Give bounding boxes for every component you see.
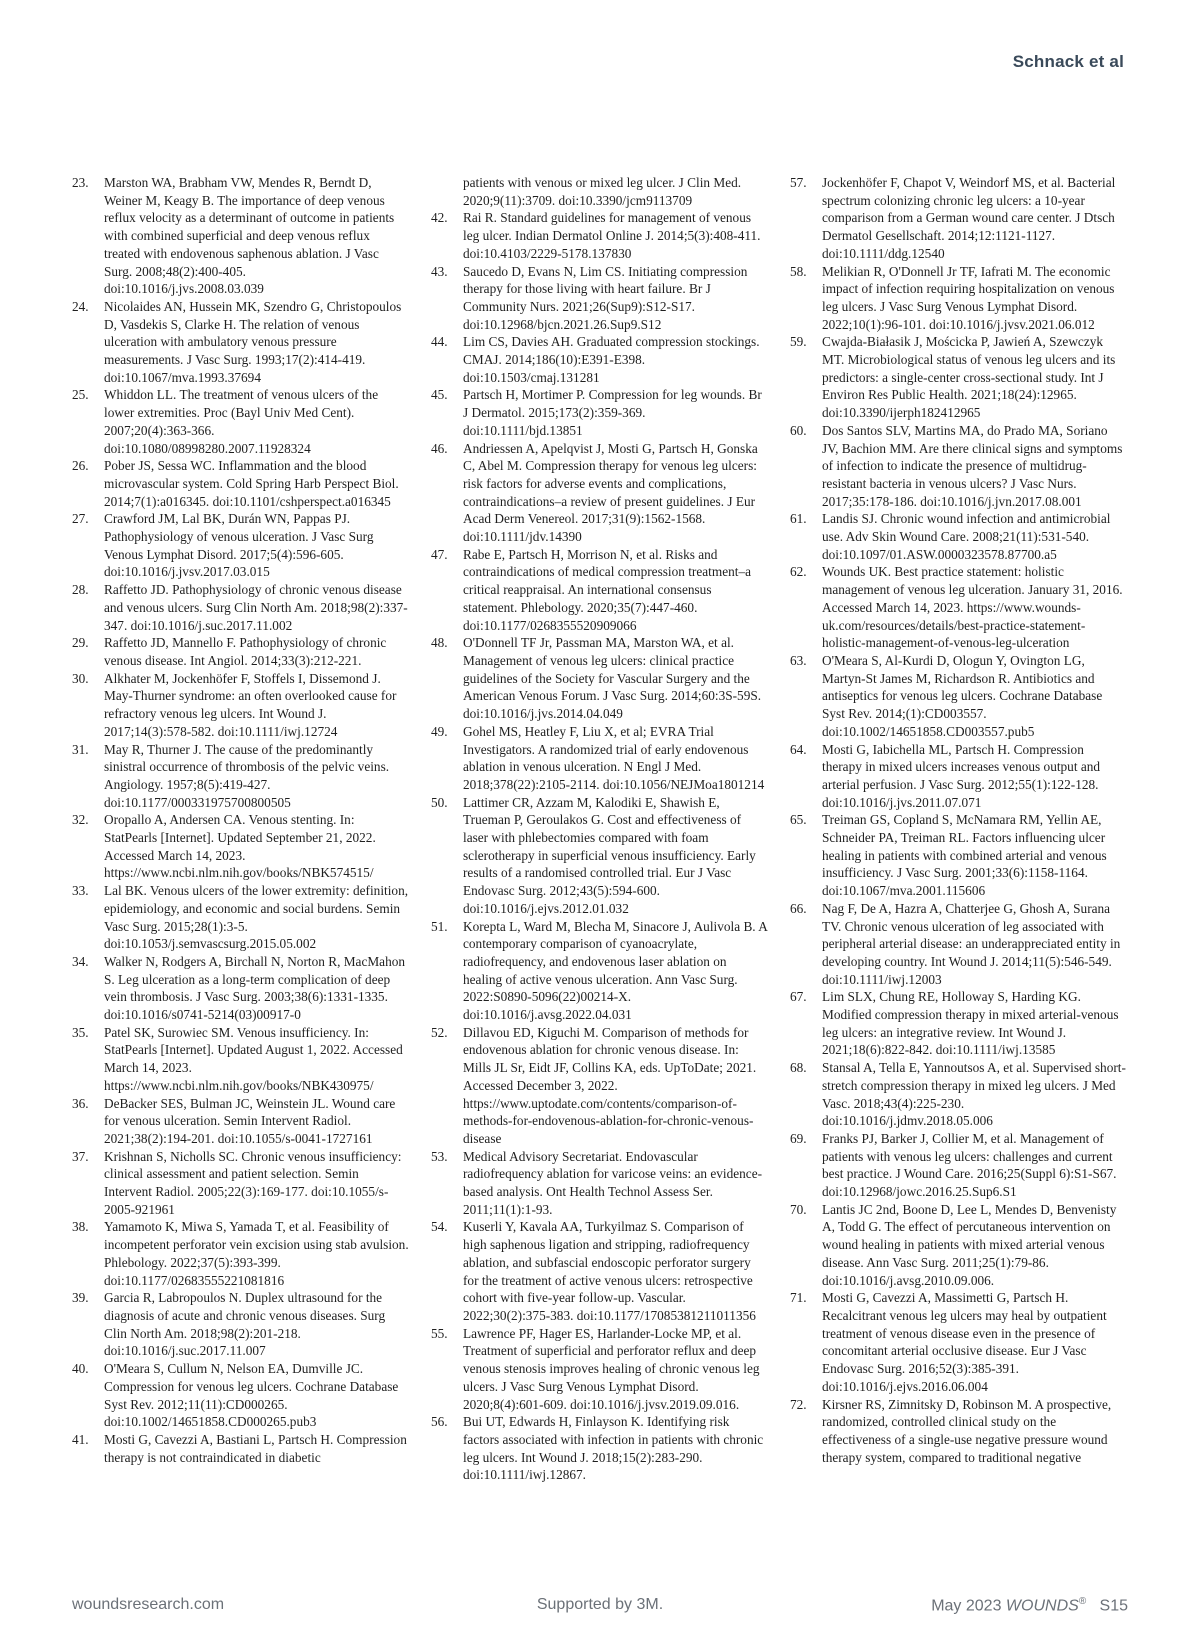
reference-text: Lattimer CR, Azzam M, Kalodiki E, Shawish E, Trueman P, Geroulakos G. Cost and effectiveness of laser with phlebectomies compared with foam sclerotherapy in superficial venous insufficiency. Early results of a randomised controlled trial. Eur J Vasc Endovasc Surg. 2012;43(5):594-600. doi:10.1016/j.ejvs.2012.01.032: [463, 794, 756, 916]
reference-number: 26.: [72, 458, 89, 474]
reference-number: [431, 174, 463, 209]
reference-entry: [431, 1325, 768, 1414]
reference-number: 50.: [431, 794, 448, 810]
reference-number: 60.: [790, 422, 807, 438]
reference-text: Whiddon LL. The treatment of venous ulcers of the lower extremities. Proc (Bayl Univ Med Cent). 2007;20(4):363-366. doi:10.1080/08998280.2007.11928324: [104, 387, 379, 456]
reference-number: 64.: [790, 741, 807, 757]
footer-page-number: S15: [1099, 1597, 1128, 1615]
reference-entry: [431, 1148, 768, 1219]
reference-entry: [431, 794, 768, 918]
reference-text: Lal BK. Venous ulcers of the lower extremity: definition, epidemiology, and economic and social burdens. Semin Vasc Surg. 2015;28(1):3-5. doi:10.1053/j.semvascsurg.2015.05.002: [104, 883, 409, 952]
reference-text: Gohel MS, Heatley F, Liu X, et al; EVRA Trial Investigators. A randomized trial of early endovenous ablation in venous ulceration. N Engl J Med. 2018;378(22):2105-2114. doi:10.1056/NEJMoa1801214: [463, 723, 765, 792]
footer-support-note: Supported by 3M.: [536, 1596, 664, 1613]
reference-text: patients with venous or mixed leg ulcer. J Clin Med. 2020;9(11):3709. doi:10.3390/jcm9113709: [463, 175, 742, 208]
reference-text: Oropallo A, Andersen CA. Venous stenting. In: StatPearls [Internet]. Updated September 21, 2022. Accessed March 14, 2023. https://www.ncbi.nlm.nih.gov/books/NBK574515/: [104, 812, 376, 881]
reference-entry: [431, 174, 768, 209]
reference-entry: [72, 670, 409, 741]
reference-text: Rabe E, Partsch H, Morrison N, et al. Risks and contraindications of medical compression treatment–a critical reappraisal. An international consensus statement. Phlebology. 2020;35(7):447-460. doi:10.1177/0268355520909066: [463, 546, 751, 633]
reference-number: 28.: [72, 582, 89, 598]
reference-entry: [72, 174, 409, 298]
reference-entry: [72, 386, 409, 457]
reference-number: 33.: [72, 883, 89, 899]
reference-text: Landis SJ. Chronic wound infection and antimicrobial use. Adv Skin Wound Care. 2008;21(11):531-540. doi:10.1097/01.ASW.0000323578.87700.a5: [822, 511, 1111, 562]
reference-entry: [72, 882, 409, 953]
reference-entry: [790, 510, 1127, 563]
reference-number: 56.: [431, 1414, 448, 1430]
reference-column-3: [790, 174, 1127, 1484]
reference-number: 34.: [72, 953, 89, 969]
reference-entry: [72, 581, 409, 634]
reference-entry: [431, 546, 768, 635]
reference-entry: [72, 811, 409, 882]
reference-entry: [431, 1413, 768, 1484]
reference-number: 42.: [431, 210, 448, 226]
reference-entry: [72, 741, 409, 812]
reference-entry: [790, 811, 1127, 900]
reference-number: 65.: [790, 812, 807, 828]
reference-text: Saucedo D, Evans N, Lim CS. Initiating compression therapy for those living with heart failure. Br J Community Nurs. 2021;26(Sup9):S12-S17. doi:10.12968/bjcn.2021.26.Sup9.S12: [463, 263, 748, 332]
reference-text: Cwajda-Białasik J, Mościcka P, Jawień A, Szewczyk MT. Microbiological status of venous leg ulcers and its predictors: a single-center cross-sectional study. Int J Environ Res Public Health. 2021;18(24):12965. doi:10.3390/ijerph182412965: [822, 334, 1116, 421]
reference-text: Bui UT, Edwards H, Finlayson K. Identifying risk factors associated with infection in patients with chronic leg ulcers. Int Wound J. 2018;15(2):283-290. doi:10.1111/iwj.12867.: [463, 1414, 764, 1483]
reference-entry: [72, 1289, 409, 1360]
reference-number: 23.: [72, 175, 89, 190]
reference-text: May R, Thurner J. The cause of the predominantly sinistral occurrence of thrombosis of the pelvic veins. Angiology. 1957;8(5):419-427. doi:10.1177/000331975700800505: [104, 741, 390, 810]
reference-entry: [790, 900, 1127, 989]
reference-number: 59.: [790, 334, 807, 350]
reference-number: 30.: [72, 670, 89, 686]
reference-entry: [72, 953, 409, 1024]
reference-number: 53.: [431, 1148, 448, 1164]
reference-number: 32.: [72, 812, 89, 828]
reference-text: DeBacker SES, Bulman JC, Weinstein JL. Wound care for venous ulceration. Semin Intervent Radiol. 2021;38(2):194-201. doi:10.1055/s-0041-1727161: [104, 1095, 396, 1146]
reference-entry: [790, 652, 1127, 741]
reference-number: 49.: [431, 723, 448, 739]
reference-text: Andriessen A, Apelqvist J, Mosti G, Partsch H, Gonska C, Abel M. Compression therapy for venous leg ulcers: risk factors for adverse events and complications, contraindications–a review of present guidelines. J Eur Acad Derm Venereol. 2017;31(9):1562-1568. doi:10.1111/jdv.14390: [463, 440, 758, 545]
reference-entry: [72, 510, 409, 581]
reference-entry: [790, 988, 1127, 1059]
reference-entry: [431, 634, 768, 723]
reference-entry: [790, 174, 1127, 263]
reference-text: Yamamoto K, Miwa S, Yamada T, et al. Feasibility of incompetent perforator vein excision using stab avulsion. Phlebology. 2022;37(5):393-399. doi:10.1177/02683555221081816: [104, 1219, 409, 1288]
footer-registered-mark: ®: [1078, 1596, 1087, 1607]
reference-entry: [72, 1148, 409, 1219]
reference-text: Walker N, Rodgers A, Birchall N, Norton R, MacMahon S. Leg ulceration as a long-term complication of deep vein thrombosis. J Vasc Surg. 2003;38(6):1331-1335. doi:10.1016/s0741-5214(03)00917-0: [104, 953, 406, 1023]
reference-number: 27.: [72, 511, 89, 527]
reference-number: 29.: [72, 635, 89, 651]
reference-text: Korepta L, Ward M, Blecha M, Sinacore J, Aulivola B. A contemporary comparison of cyanoacrylate, radiofrequency, and endovenous laser ablation on healing of active venous ulceration. Ann Vasc Surg. 2022:S0890-5096(22)00214-X. doi:10.1016/j.avsg.2022.04.031: [463, 918, 768, 1023]
page-footer: [72, 1596, 1128, 1620]
reference-entry: [790, 741, 1127, 812]
reference-text: Marston WA, Brabham VW, Mendes R, Berndt D, Weiner M, Keagy B. The importance of deep venous reflux velocity as a determinant of outcome in patients with combined superficial and deep venous reflux treated with endovenous saphenous ablation. J Vasc Surg. 2008;48(2):400-405. doi:10.1016/j.jvs.2008.03.039: [104, 175, 395, 297]
reference-entry: [431, 1218, 768, 1324]
reference-number: 45.: [431, 387, 448, 403]
reference-entry: [431, 333, 768, 386]
reference-number: 37.: [72, 1148, 89, 1164]
reference-text: Kirsner RS, Zimnitsky D, Robinson M. A prospective, randomized, controlled clinical study on the effectiveness of a single-use negative pressure wound therapy system, compared to traditional negative: [822, 1396, 1112, 1465]
reference-entry: [790, 333, 1127, 422]
reference-number: 70.: [790, 1201, 807, 1217]
reference-number: 41.: [72, 1431, 89, 1447]
reference-number: 51.: [431, 918, 448, 934]
reference-entry: [790, 563, 1127, 652]
reference-text: Crawford JM, Lal BK, Durán WN, Pappas PJ. Pathophysiology of venous ulceration. J Vasc Surg Venous Lymphat Disord. 2017;5(4):596-605. doi:10.1016/j.jvsv.2017.03.015: [104, 511, 374, 580]
reference-text: Medical Advisory Secretariat. Endovascular radiofrequency ablation for varicose veins: an evidence-based analysis. Ont Health Technol Assess Ser. 2011;11(1):1-93.: [463, 1148, 763, 1217]
reference-entry: [431, 209, 768, 262]
reference-text: Raffetto JD. Pathophysiology of chronic venous disease and venous ulcers. Surg Clin North Am. 2018;98(2):337-347. doi:10.1016/j.suc.2017.11.002: [104, 582, 408, 633]
reference-entry: [431, 263, 768, 334]
reference-text: Lantis JC 2nd, Boone D, Lee L, Mendes D, Benvenisty A, Todd G. The effect of percutaneous intervention on wound healing in patients with mixed arterial venous disease. Ann Vasc Surg. 2011;25(1):79-86. doi:10.1016/j.avsg.2010.09.006.: [822, 1201, 1117, 1288]
reference-entry: [72, 457, 409, 510]
reference-number: 69.: [790, 1130, 807, 1146]
reference-text: Stansal A, Tella E, Yannoutsos A, et al. Supervised short-stretch compression therapy in mixed leg ulcers. J Med Vasc. 2018;43(4):225-230. doi:10.1016/j.jdmv.2018.05.006: [822, 1060, 1126, 1129]
reference-number: 36.: [72, 1095, 89, 1111]
reference-text: Melikian R, O'Donnell Jr TF, Iafrati M. The economic impact of infection requiring hospitalization on venous leg ulcers. J Vasc Surg Venous Lymphat Disord. 2022;10(1):96-101. doi:10.1016/j.jvsv.2021.06.012: [822, 263, 1115, 332]
reference-text: Pober JS, Sessa WC. Inflammation and the blood microvascular system. Cold Spring Harb Perspect Biol. 2014;7(1):a016345. doi:10.1101/cshperspect.a016345: [104, 458, 399, 509]
reference-number: 72.: [790, 1396, 807, 1412]
reference-text: Mosti G, Iabichella ML, Partsch H. Compression therapy in mixed ulcers increases venous output and arterial perfusion. J Vasc Surg. 2012;55(1):122-128. doi:10.1016/j.jvs.2011.07.071: [822, 741, 1101, 810]
reference-number: 44.: [431, 334, 448, 350]
reference-entry: [72, 1218, 409, 1289]
reference-number: 25.: [72, 387, 89, 403]
reference-text: O'Donnell TF Jr, Passman MA, Marston WA, et al. Management of venous leg ulcers: clinical practice guidelines of the Society for Vascular Surgery and the American Venous Forum. J Vasc Surg. 2014;60:3S-59S. doi:10.1016/j.jvs.2014.04.049: [463, 635, 762, 722]
reference-text: Nag F, De A, Hazra A, Chatterjee G, Ghosh A, Surana TV. Chronic venous ulceration of leg associated with peripheral arterial disease: an underappreciated entity in developing country. Int Wound J. 2014;11(5):546-549. doi:10.1111/iwj.12003: [822, 900, 1121, 987]
reference-entry: [790, 1289, 1127, 1395]
reference-text: Dos Santos SLV, Martins MA, do Prado MA, Soriano JV, Bachion MM. Are there clinical signs and symptoms of infection to indicate the presence of multidrug-resistant bacteria in venous ulcers? J Vasc Nurs. 2017;35:178-186. doi:10.1016/j.jvn.2017.08.001: [822, 422, 1123, 509]
reference-entry: [72, 1360, 409, 1431]
reference-text: Treiman GS, Copland S, McNamara RM, Yellin AE, Schneider PA, Treiman RL. Factors influencing ulcer healing in patients with combined arterial and venous insufficiency. J Vasc Surg. 2001;33(6):1158-1164. doi:10.1067/mva.2001.115606: [822, 812, 1107, 899]
reference-entry: [790, 263, 1127, 334]
reference-entry: [790, 1059, 1127, 1130]
footer-issue-info: [931, 1596, 1128, 1615]
reference-text: Alkhater M, Jockenhöfer F, Stoffels I, Dissemond J. May-Thurner syndrome: an often overlooked cause for refractory venous leg ulcers. Int Wound J. 2017;14(3):578-582. doi:10.1111/iwj.12724: [104, 670, 397, 739]
reference-number: 52.: [431, 1024, 448, 1040]
reference-text: O'Meara S, Cullum N, Nelson EA, Dumville JC. Compression for venous leg ulcers. Cochrane Database Syst Rev. 2012;11(11):CD000265. doi:10.1002/14651858.CD000265.pub3: [104, 1361, 399, 1430]
reference-number: 43.: [431, 263, 448, 279]
reference-text: Kuserli Y, Kavala AA, Turkyilmaz S. Comparison of high saphenous ligation and stripping, radiofrequency ablation, and subfascial endoscopic perforator surgery for the treatment of active venous ulcers: retrospective cohort with five-year follow-up. Vascular. 2022;30(2):375-383. doi:10.1177/17085381211011356: [463, 1219, 756, 1323]
reference-number: 31.: [72, 741, 89, 757]
reference-column-2: [431, 174, 768, 1484]
reference-text: Franks PJ, Barker J, Collier M, et al. Management of patients with venous leg ulcers: challenges and current best practice. J Wound Care. 2016;25(Suppl 6):S1-S67. doi:10.12968/jowc.2016.25.Sup6.S1: [822, 1130, 1117, 1200]
reference-number: 54.: [431, 1219, 448, 1235]
reference-number: 40.: [72, 1361, 89, 1377]
reference-text: Wounds UK. Best practice statement: holistic management of venous leg ulceration. January 31, 2016. Accessed March 14, 2023. https://www.wounds-uk.com/resources/details/best-practice-statement-holistic-management-of-venous-leg-ulceration: [822, 564, 1123, 651]
reference-number: 71.: [790, 1290, 807, 1306]
reference-column-1: [72, 174, 409, 1484]
reference-text: Dillavou ED, Kiguchi M. Comparison of methods for endovenous ablation for chronic venous disease. In: Mills JL Sr, Eidt JF, Collins KA, eds. UpToDate; 2021. Accessed December 3, 2022. https://www.uptodate.com/contents/comparison-of-methods-for-endovenous-ablation-for-chronic-venous-disease: [463, 1024, 757, 1146]
reference-number: 57.: [790, 175, 807, 190]
reference-number: 46.: [431, 440, 448, 456]
reference-number: 62.: [790, 564, 807, 580]
reference-entry: [431, 723, 768, 794]
reference-text: Rai R. Standard guidelines for management of venous leg ulcer. Indian Dermatol Online J. 2014;5(3):408-411. doi:10.4103/2229-5178.137830: [463, 210, 761, 261]
reference-text: O'Meara S, Al-Kurdi D, Ologun Y, Ovington LG, Martyn-St James M, Richardson R. Antibiotics and antiseptics for venous leg ulcers. Cochrane Database Syst Rev. 2014;(1):CD003557. doi:10.1002/14651858.CD003557.pub5: [822, 652, 1103, 739]
reference-text: Nicolaides AN, Hussein MK, Szendro G, Christopoulos D, Vasdekis S, Clarke H. The relation of venous ulceration with ambulatory venous pressure measurements. J Vasc Surg. 1993;17(2):414-419. doi:10.1067/mva.1993.37694: [104, 298, 402, 385]
reference-number: 58.: [790, 263, 807, 279]
reference-entry: [72, 298, 409, 387]
reference-entry: [72, 1024, 409, 1095]
reference-number: 67.: [790, 989, 807, 1005]
reference-entry: [72, 1095, 409, 1148]
reference-text: Mosti G, Cavezzi A, Massimetti G, Partsch H. Recalcitrant venous leg ulcers may heal by outpatient treatment of venous disease even in the presence of concomitant arterial occlusive disease. Eur J Vasc Endovasc Surg. 2016;52(3):385-391. doi:10.1016/j.ejvs.2016.06.004: [822, 1290, 1107, 1394]
reference-entry: [72, 1431, 409, 1466]
reference-list: [72, 174, 1128, 1484]
reference-number: 48.: [431, 635, 448, 651]
footer-journal-name: WOUNDS: [1005, 1597, 1079, 1615]
reference-number: 39.: [72, 1290, 89, 1306]
reference-entry: [790, 422, 1127, 511]
reference-entry: [431, 440, 768, 546]
reference-number: 68.: [790, 1060, 807, 1076]
reference-text: Lim CS, Davies AH. Graduated compression stockings. CMAJ. 2014;186(10):E391-E398. doi:10.1503/cmaj.131281: [463, 334, 760, 385]
reference-text: Partsch H, Mortimer P. Compression for leg wounds. Br J Dermatol. 2015;173(2):359-369. doi:10.1111/bjd.13851: [463, 387, 762, 438]
reference-number: 35.: [72, 1024, 89, 1040]
reference-number: 63.: [790, 652, 807, 668]
reference-text: Lawrence PF, Hager ES, Harlander-Locke MP, et al. Treatment of superficial and perforator reflux and deep venous stenosis improves healing of chronic venous leg ulcers. J Vasc Surg Venous Lymphat Disord. 2020;8(4):601-609. doi:10.1016/j.jvsv.2019.09.016.: [463, 1325, 760, 1412]
reference-text: Lim SLX, Chung RE, Holloway S, Harding KG. Modified compression therapy in mixed arterial-venous leg ulcers: an integrative review. Int Wound J. 2021;18(6):822-842. doi:10.1111/iwj.13585: [822, 989, 1119, 1058]
reference-number: 66.: [790, 900, 807, 916]
reference-entry: [790, 1130, 1127, 1201]
reference-text: Jockenhöfer F, Chapot V, Weindorf MS, et al. Bacterial spectrum colonizing chronic leg ulcers: a 10-year comparison from a German wound care center. J Dtsch Dermatol Gesellschaft. 2014;12:1121-1127. doi:10.1111/ddg.12540: [822, 175, 1116, 261]
reference-number: 38.: [72, 1219, 89, 1235]
footer-website: woundsresearch.com: [72, 1596, 225, 1613]
reference-entry: [72, 634, 409, 669]
reference-entry: [431, 386, 768, 439]
reference-entry: [431, 1024, 768, 1148]
reference-entry: [790, 1201, 1127, 1290]
reference-text: Raffetto JD, Mannello F. Pathophysiology of chronic venous disease. Int Angiol. 2014;33(3):212-221.: [104, 635, 387, 668]
reference-number: 47.: [431, 546, 448, 562]
reference-number: 24.: [72, 298, 89, 314]
reference-text: Krishnan S, Nicholls SC. Chronic venous insufficiency: clinical assessment and patient selection. Semin Intervent Radiol. 2005;22(3):169-177. doi:10.1055/s-2005-921961: [104, 1148, 402, 1217]
footer-issue-date: May 2023: [931, 1597, 1002, 1615]
reference-number: 55.: [431, 1325, 448, 1341]
reference-entry: [790, 1396, 1127, 1467]
reference-entry: [431, 918, 768, 1024]
reference-number: 61.: [790, 511, 807, 527]
reference-text: Patel SK, Surowiec SM. Venous insufficiency. In: StatPearls [Internet]. Updated August 1, 2022. Accessed March 14, 2023. https://www.ncbi.nlm.nih.gov/books/NBK430975/: [104, 1024, 403, 1093]
running-head: Schnack et al: [1012, 52, 1124, 71]
reference-text: Garcia R, Labropoulos N. Duplex ultrasound for the diagnosis of acute and chronic venous diseases. Surg Clin North Am. 2018;98(2):201-218. doi:10.1016/j.suc.2017.11.007: [104, 1290, 386, 1359]
reference-text: Mosti G, Cavezzi A, Bastiani L, Partsch H. Compression therapy is not contraindicated in diabetic: [104, 1431, 407, 1465]
